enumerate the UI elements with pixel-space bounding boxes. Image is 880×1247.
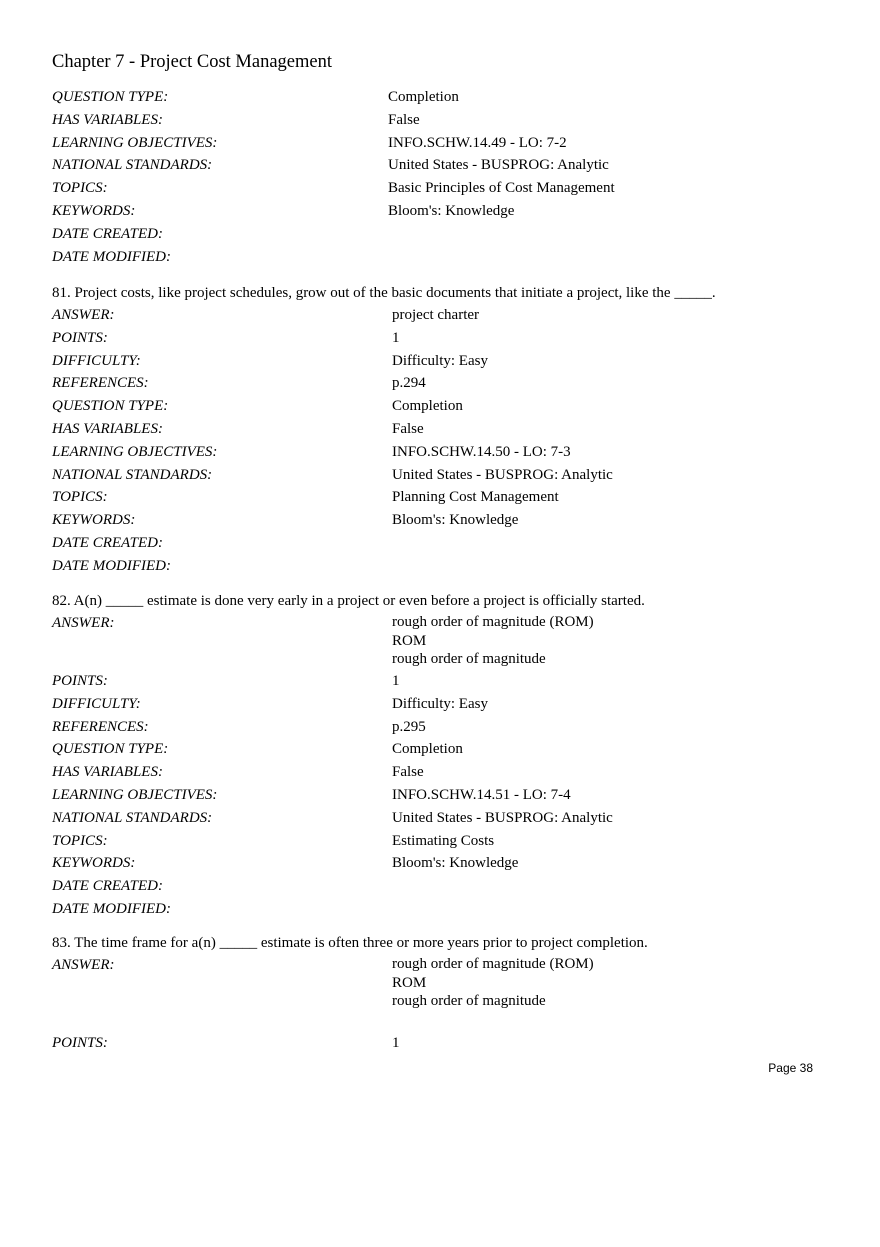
question-82-metadata bbox=[52, 670, 832, 921]
field-value: Completion bbox=[392, 741, 463, 758]
question-83-text: 83. The time frame for a(n) _____ estimate is often three or more years prior to project completion. bbox=[52, 935, 648, 951]
field-label: TOPICS: bbox=[52, 832, 108, 849]
field-value: INFO.SCHW.14.50 - LO: 7-3 bbox=[392, 443, 571, 460]
metadata-row bbox=[52, 464, 832, 487]
metadata-row bbox=[52, 555, 832, 578]
field-value: Bloom's: Knowledge bbox=[392, 512, 519, 529]
field-value: INFO.SCHW.14.51 - LO: 7-4 bbox=[392, 786, 571, 803]
field-label: TOPICS: bbox=[52, 180, 108, 197]
field-value: False bbox=[392, 764, 424, 781]
answer-value: rough order of magnitude (ROM) bbox=[392, 956, 594, 972]
field-value: Basic Principles of Cost Management bbox=[388, 180, 615, 197]
metadata-row bbox=[52, 418, 832, 441]
question-83-metadata bbox=[52, 1032, 832, 1055]
field-value: False bbox=[388, 111, 420, 128]
field-value: project charter bbox=[392, 307, 480, 323]
metadata-row bbox=[52, 441, 832, 464]
field-value: United States - BUSPROG: Analytic bbox=[388, 157, 609, 174]
metadata-row bbox=[52, 350, 832, 373]
question-82-answer bbox=[52, 612, 832, 668]
field-value: Planning Cost Management bbox=[392, 489, 559, 506]
field-value: p.294 bbox=[392, 375, 426, 392]
field-value: p.295 bbox=[392, 718, 426, 735]
metadata-row bbox=[52, 830, 832, 853]
field-value: Difficulty: Easy bbox=[392, 352, 488, 369]
field-label: QUESTION TYPE: bbox=[52, 741, 169, 758]
answer-value: rough order of magnitude (ROM) bbox=[392, 614, 594, 630]
field-label: DATE MODIFIED: bbox=[52, 248, 171, 265]
field-label: QUESTION TYPE: bbox=[52, 398, 169, 415]
field-label: KEYWORDS: bbox=[52, 202, 136, 219]
field-label: DATE CREATED: bbox=[52, 534, 163, 551]
field-label: HAS VARIABLES: bbox=[52, 764, 163, 781]
metadata-row bbox=[52, 784, 832, 807]
field-label: HAS VARIABLES: bbox=[52, 111, 163, 128]
field-label: POINTS: bbox=[52, 673, 108, 689]
field-label: NATIONAL STANDARDS: bbox=[52, 157, 213, 174]
metadata-row bbox=[52, 738, 832, 761]
metadata-row bbox=[52, 372, 832, 395]
answer-row bbox=[52, 612, 832, 668]
metadata-row bbox=[52, 132, 832, 155]
field-value: 1 bbox=[392, 673, 400, 689]
field-label: LEARNING OBJECTIVES: bbox=[52, 786, 218, 803]
answer-values bbox=[392, 954, 880, 1010]
field-label: LEARNING OBJECTIVES: bbox=[52, 443, 218, 460]
field-label: HAS VARIABLES: bbox=[52, 420, 163, 437]
metadata-row bbox=[52, 327, 832, 350]
field-label: REFERENCES: bbox=[52, 375, 149, 392]
metadata-row bbox=[52, 693, 832, 716]
field-label: KEYWORDS: bbox=[52, 855, 136, 872]
answer-value: rough order of magnitude bbox=[392, 993, 546, 1010]
field-label: KEYWORDS: bbox=[52, 512, 136, 529]
metadata-row bbox=[52, 716, 832, 739]
metadata-row bbox=[52, 1032, 832, 1055]
metadata-row bbox=[52, 532, 832, 555]
field-label: DATE MODIFIED: bbox=[52, 557, 171, 574]
metadata-row bbox=[52, 761, 832, 784]
question-82-text: 82. A(n) _____ estimate is done very early in a project or even before a project is officially started. bbox=[52, 593, 645, 609]
metadata-row bbox=[52, 875, 832, 898]
field-value: United States - BUSPROG: Analytic bbox=[392, 809, 613, 826]
field-label: POINTS: bbox=[52, 1035, 108, 1051]
field-value: Bloom's: Knowledge bbox=[388, 202, 515, 219]
field-label: DIFFICULTY: bbox=[52, 695, 141, 712]
metadata-row bbox=[52, 223, 832, 246]
metadata-row bbox=[52, 670, 832, 693]
answer-values bbox=[392, 612, 880, 668]
field-label: ANSWER: bbox=[52, 957, 115, 973]
metadata-row bbox=[52, 486, 832, 509]
question-81-metadata bbox=[52, 304, 832, 578]
field-label: POINTS: bbox=[52, 329, 108, 346]
field-value: Bloom's: Knowledge bbox=[392, 855, 519, 872]
field-value: United States - BUSPROG: Analytic bbox=[392, 466, 613, 483]
metadata-row bbox=[52, 898, 832, 921]
metadata-row bbox=[52, 395, 832, 418]
metadata-row bbox=[52, 246, 832, 269]
field-label: NATIONAL STANDARDS: bbox=[52, 466, 213, 483]
field-label: DATE CREATED: bbox=[52, 878, 163, 895]
metadata-row bbox=[52, 200, 832, 223]
field-label: QUESTION TYPE: bbox=[52, 89, 169, 105]
answer-row bbox=[52, 954, 832, 1010]
field-value: INFO.SCHW.14.49 - LO: 7-2 bbox=[388, 134, 567, 151]
field-value: Completion bbox=[388, 89, 459, 105]
field-label: NATIONAL STANDARDS: bbox=[52, 809, 213, 826]
field-value: 1 bbox=[392, 329, 400, 346]
metadata-row bbox=[52, 304, 832, 327]
question-83-answer bbox=[52, 954, 832, 1010]
field-label: DATE MODIFIED: bbox=[52, 900, 171, 917]
field-value: Completion bbox=[392, 398, 463, 415]
field-value: Estimating Costs bbox=[392, 832, 495, 849]
field-value: Difficulty: Easy bbox=[392, 695, 488, 712]
question-80-metadata bbox=[52, 86, 832, 268]
field-value: 1 bbox=[392, 1035, 400, 1051]
answer-value: ROM bbox=[392, 975, 427, 991]
metadata-row bbox=[52, 154, 832, 177]
field-label: DATE CREATED: bbox=[52, 225, 163, 242]
field-label: ANSWER: bbox=[52, 307, 115, 323]
page-number: Page 38 bbox=[768, 1061, 813, 1075]
field-value: False bbox=[392, 420, 424, 437]
field-label: TOPICS: bbox=[52, 489, 108, 506]
metadata-row bbox=[52, 86, 832, 109]
field-label: LEARNING OBJECTIVES: bbox=[52, 134, 218, 151]
field-label: ANSWER: bbox=[52, 615, 115, 631]
metadata-row bbox=[52, 807, 832, 830]
question-81-text: 81. Project costs, like project schedules, grow out of the basic documents that initiate a project, like the _____. bbox=[52, 285, 716, 301]
page-title: Chapter 7 - Project Cost Management bbox=[52, 52, 333, 72]
field-label: DIFFICULTY: bbox=[52, 352, 141, 369]
metadata-row bbox=[52, 509, 832, 532]
field-label: REFERENCES: bbox=[52, 718, 149, 735]
metadata-row bbox=[52, 852, 832, 875]
answer-value: rough order of magnitude bbox=[392, 651, 546, 668]
metadata-row bbox=[52, 109, 832, 132]
answer-value: ROM bbox=[392, 633, 427, 649]
metadata-row bbox=[52, 177, 832, 200]
